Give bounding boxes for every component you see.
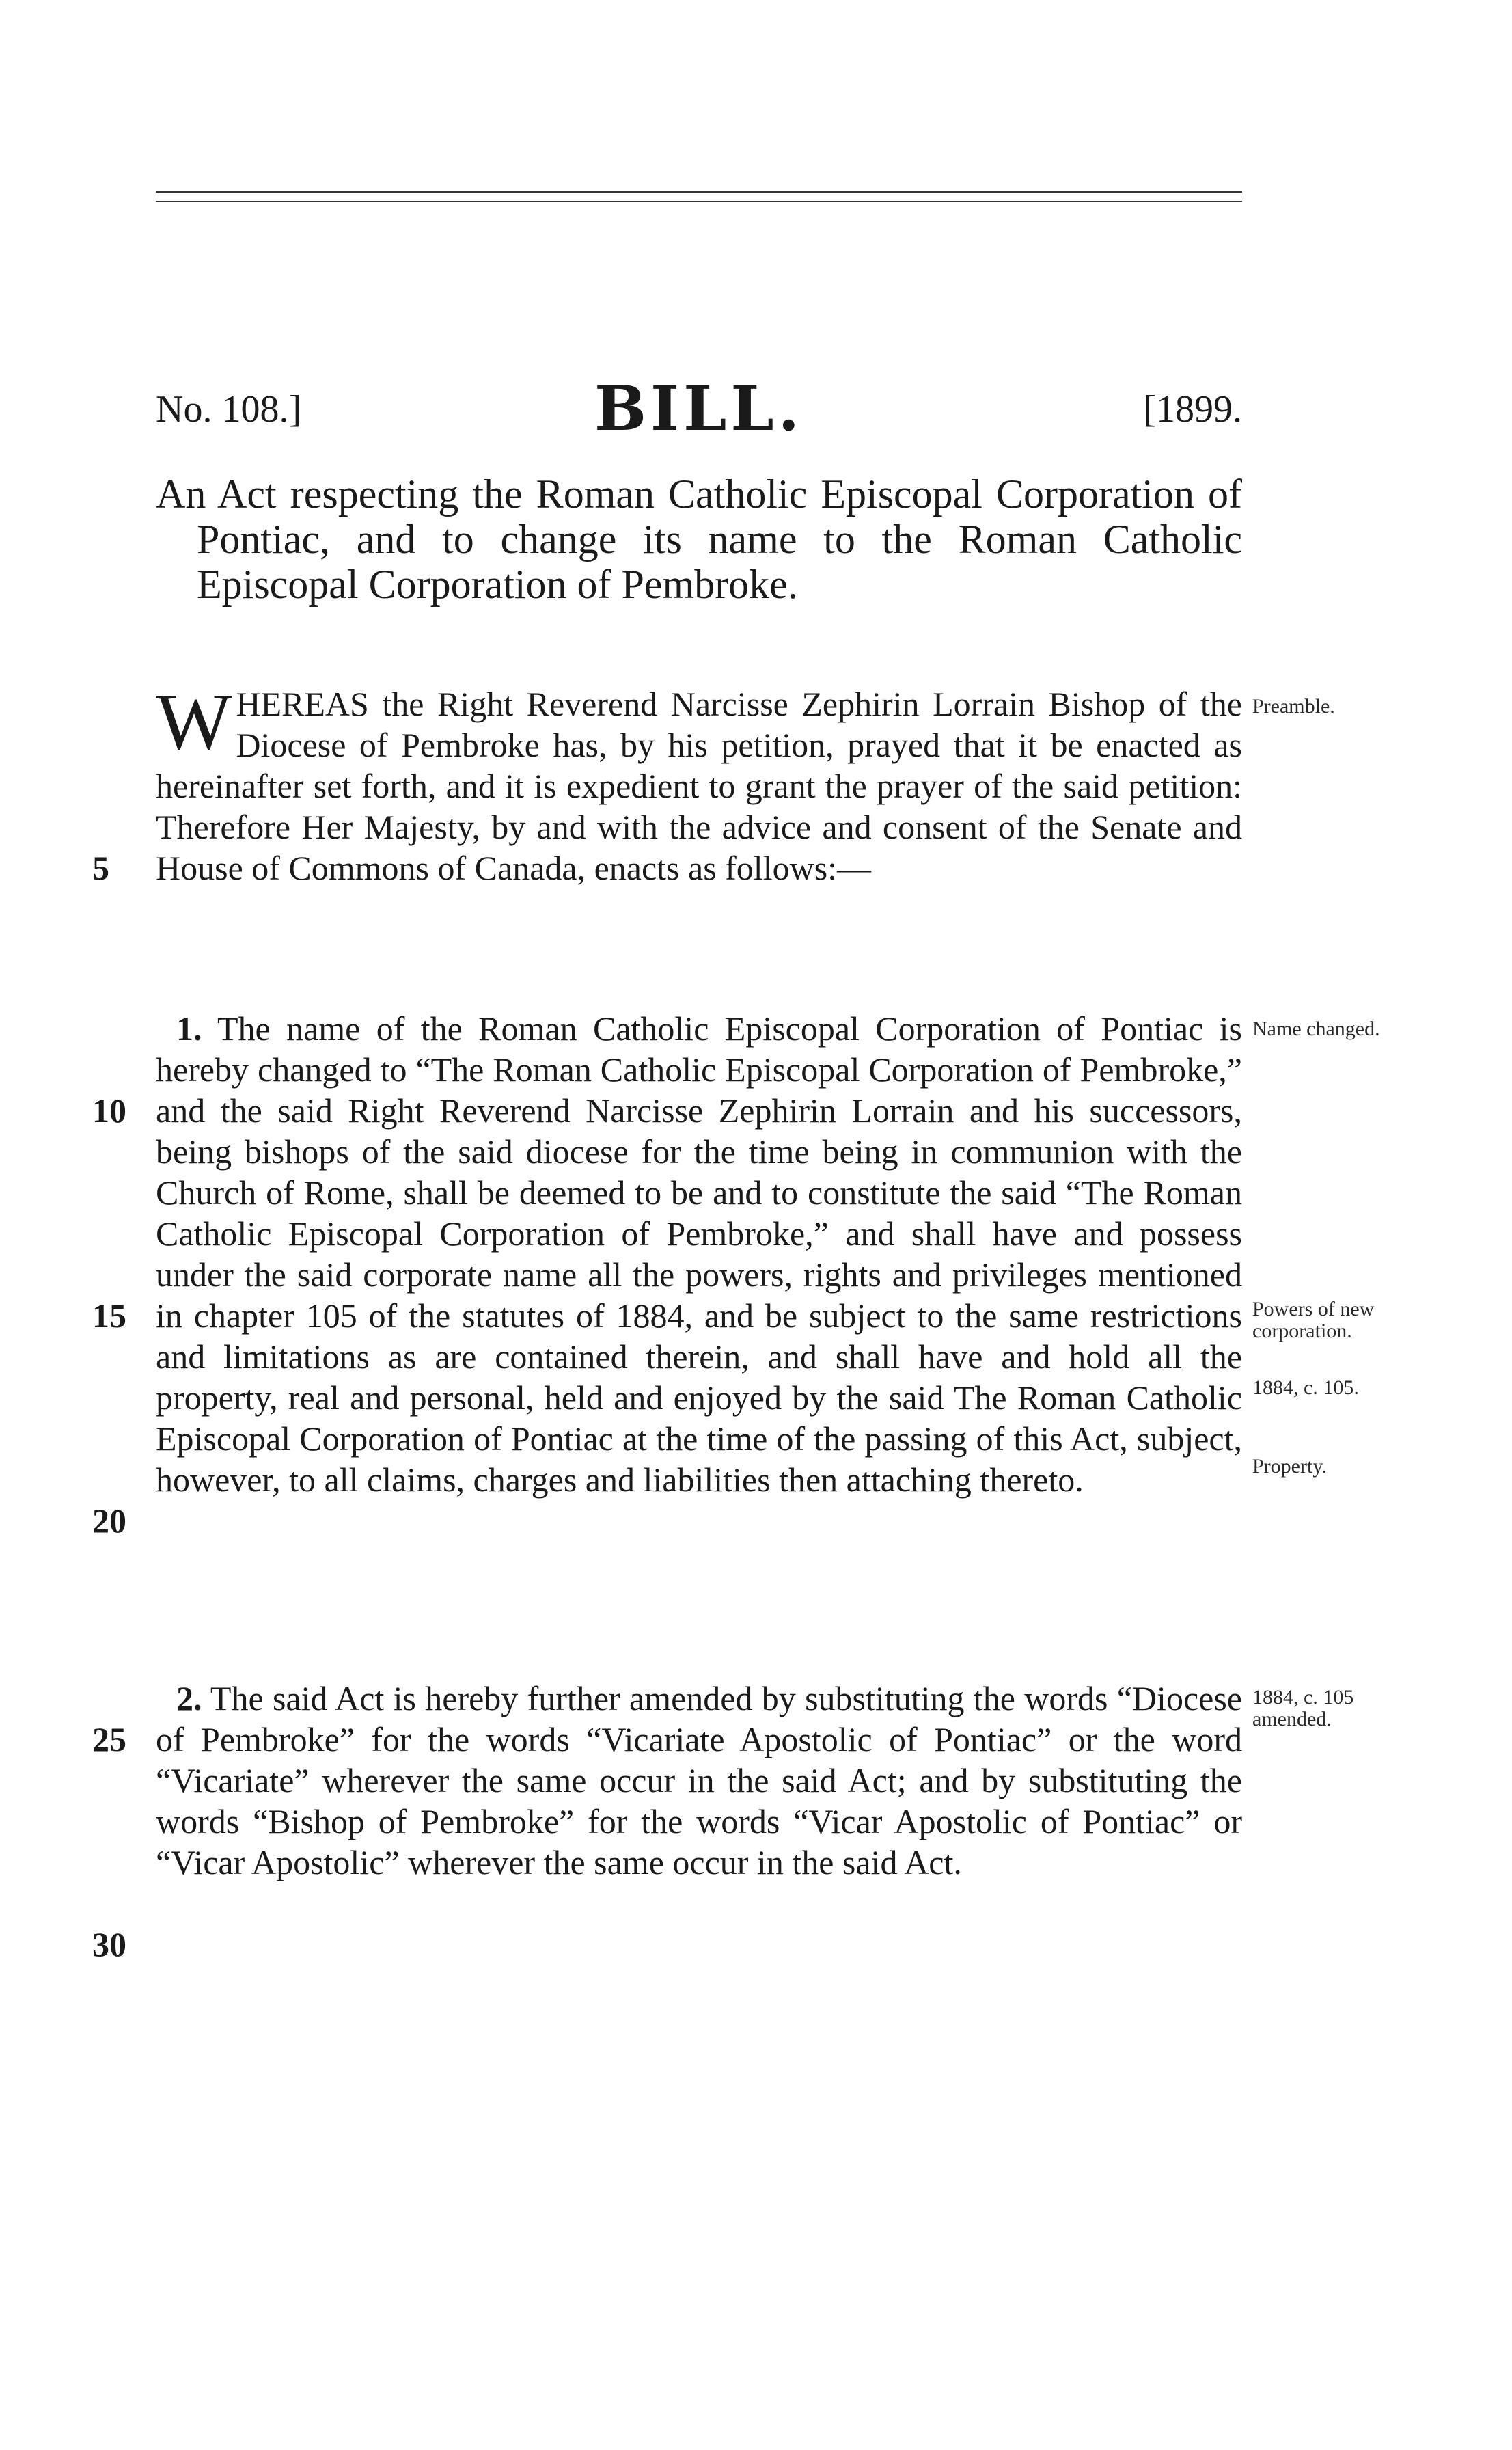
section-2 [156,1678,1242,1883]
section-1-number: 1. [176,1009,202,1048]
margin-note-powers: Powers of new corporation. [1252,1298,1375,1342]
bill-year: [1899. [1143,388,1242,431]
line-number-20: 20 [92,1501,126,1540]
line-number-25: 25 [92,1720,126,1758]
preamble-paragraph [156,677,1242,888]
margin-note-name-changed: Name changed. [1252,1018,1380,1040]
act-title: An Act respecting the Roman Catholic Episcopal Corporation of Pontiac, and to change its name to the Roman Catholic Episcopal Corporation of Pembroke. [156,472,1242,607]
bill-label: BILL. [594,372,804,445]
section-1-text: The name of the Roman Catholic Episcopal Corporation of Pontiac is hereby changed to “The Roman Catholic Episcopal Corporation of Pembroke,” and the said Right Reverend Narcisse Zephirin Lorrain and his successors, being bishops of the said diocese for the time being in communion with the Church of Rome, shall be deemed to be and to constitute the said “The Roman Catholic Episcopal Corporation of Pembroke,” and shall have and possess under the said corporate name all the powers, rights and privileges mentioned in chapter 105 of the statutes of 1884, and be subject to the same restrictions and limitations as are contained therein, and shall have and hold all the property, real and personal, held and enjoyed by the said The Roman Catholic Episcopal Corporation of Pontiac at the time of the passing of this Act, subject, however, to all claims, charges and liabilities then attaching thereto. [156,1009,1242,1499]
section-2-text: The said Act is hereby further amended by substituting the words “Diocese of Pembroke” for the words “Vicariate Apostolic of Pontiac” or the word “Vicariate” wherever the same occur in the said Act; and by substituting the words “Bishop of Pembroke” for the words “Vicar Apostolic of Pontiac” or “Vicar Apostolic” wherever the same occur in the said Act. [156,1679,1242,1881]
margin-note-property: Property. [1252,1455,1327,1478]
line-number-30: 30 [92,1925,126,1963]
line-number-5: 5 [92,849,109,887]
preamble-text: HEREAS the Right Reverend Narcisse Zephirin Lorrain Bishop of the Diocese of Pembroke has, by his petition, prayed that it be enacted as hereinafter set forth, and it is expedient to grant the prayer of the said petition: Therefore Her Majesty, by and with the advice and consent of the Senate and House of Commons of Canada, enacts as follows:— [156,685,1242,887]
margin-note-statute: 1884, c. 105. [1252,1376,1359,1399]
top-rule [156,191,1242,193]
line-number-10: 10 [92,1091,126,1130]
bill-number: No. 108.] [156,388,302,431]
drop-cap: W [156,677,232,766]
section-2-number: 2. [176,1679,202,1717]
margin-note-preamble: Preamble. [1252,695,1335,718]
second-rule [156,201,1242,202]
line-number-15: 15 [92,1296,126,1335]
bill-header [156,372,1242,454]
margin-note-amended: 1884, c. 105 amended. [1252,1686,1354,1730]
section-1 [156,1008,1242,1500]
